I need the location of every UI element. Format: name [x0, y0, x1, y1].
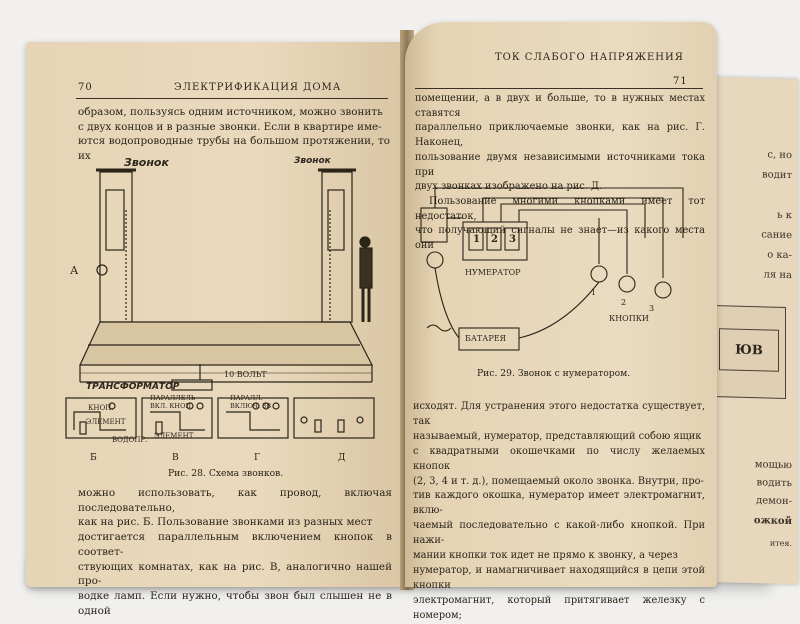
text-line: параллельно приключаемые звонки, как на рис. Г. Наконец,	[415, 122, 705, 149]
running-head: ТОК СЛАБОГО НАПРЯЖЕНИЯ	[495, 52, 684, 63]
back-text-fragment: демон-	[756, 495, 792, 508]
figure-caption: Рис. 29. Звонок с нумератором.	[477, 368, 631, 379]
figure-label-numerator: НУМЕРАТОР	[465, 268, 521, 277]
figure-label-parallel: ПАРАЛЛЕЛЬ ВКЛ. КНОП.	[150, 394, 196, 410]
figure-label-transformer: ТРАНСФОРМАТОР	[86, 382, 180, 392]
text-line: водке ламп. Если нужно, чтобы звон был слышен не в одной	[78, 589, 392, 617]
bell-icon	[97, 265, 107, 275]
figure-29-illustration	[413, 178, 703, 358]
text-line: можно использовать, как провод, включая последовательно,	[78, 487, 392, 514]
man-figure	[360, 237, 372, 322]
text-line: (2, 3, 4 и т. д.), помещаемый около звонка. Внутри, про-	[413, 475, 704, 487]
running-head: ЭЛЕКТРИФИКАЦИЯ ДОМА	[174, 82, 342, 93]
figure-label-volt: 10 ВОЛЬТ	[224, 370, 267, 379]
back-text-fragment: мощью	[754, 459, 792, 472]
back-text-fragment: ля на	[763, 269, 792, 282]
back-text-fragment: водить	[756, 477, 792, 490]
advertisement-box	[712, 305, 786, 399]
text-line: нумератор, и намагничивает находящийся в цепи этой кнопки	[413, 564, 705, 591]
text-line: что получающий сигналы не знает—из какого места они	[415, 225, 705, 252]
figure-label-zvonok-left: Звонок	[124, 156, 169, 169]
figure-label-knop: КНОП.	[88, 404, 114, 412]
figure-label-parall-vkl: ПАРАЛЛ. ВКЛЮЧ. ЗВ	[230, 394, 271, 410]
figure-sub-label-g: Г	[254, 452, 261, 463]
button-2	[619, 276, 635, 292]
text-line: двух звонках изображено на рис. Д.	[415, 181, 603, 193]
left-page	[26, 42, 410, 617]
text-line: Пользование многими кнопками имеет тот недостаток,	[415, 195, 705, 222]
text-line: помещении, а в двух и больше, то в нужных местах ставятся	[415, 93, 705, 119]
button-3	[655, 282, 671, 298]
back-text-fragment: итея.	[769, 538, 792, 549]
back-text-fragment: водит	[761, 169, 792, 182]
figure-label-knopki: КНОПКИ	[609, 314, 649, 323]
text-line: образом, пользуясь одним источником, можно звонить	[78, 106, 383, 118]
figure-label-battery: БАТАРЕЯ	[465, 334, 507, 343]
back-text-fragment: с, но	[767, 149, 792, 162]
figure-sub-label-b: Б	[90, 452, 97, 463]
figure-caption: Рис. 28. Схема звонков.	[168, 468, 284, 479]
back-text-fragment: сание	[761, 229, 792, 242]
figure-label-vodoprov: ВОДОПР.	[112, 436, 148, 444]
header-rule	[76, 98, 388, 99]
floor	[80, 322, 372, 365]
button-number-2: 2	[621, 298, 627, 307]
button-1	[591, 266, 607, 282]
bottom-paragraph	[413, 400, 705, 624]
text-line: ются водопроводные трубы на большом протяжении, то их	[78, 135, 390, 163]
header-rule	[415, 88, 703, 89]
text-line: чаемый последовательно с какой-либо кнопкой. При нажи-	[413, 520, 705, 547]
numerator-window-3: 3	[509, 234, 516, 245]
right-page	[405, 22, 717, 621]
figure-label-zvonok-right: Звонок	[294, 156, 331, 166]
text-line: с двух концов и в разные звонки. Если в квартире име-	[78, 120, 382, 133]
text-line: называемый, нумератор, представляющий собою ящик	[413, 430, 702, 442]
figure-label-element-mid: ЭЛЕМЕНТ	[154, 432, 194, 440]
figure-sub-label-v: В	[172, 452, 179, 463]
text-line: мании кнопки ток идет не прямо к звонку, а через	[413, 550, 678, 562]
text-line: пользование двумя независимыми источниками тока при	[415, 151, 705, 178]
figure-label-element: ЭЛЕМЕНТ	[86, 418, 126, 426]
text-line: с квадратными окошечками по числу желаемых кнопок	[413, 445, 705, 472]
bottom-paragraph	[78, 486, 392, 618]
text-line: ствующих комнатах, как на рис. В, аналогично нашей про-	[78, 560, 392, 588]
text-line: как на рис. Б. Пользование звонками из разных мест	[78, 516, 373, 529]
numerator-window-2: 2	[491, 234, 498, 245]
advertisement-title: ЮВ	[719, 328, 779, 372]
numerator-window-1: 1	[473, 234, 480, 245]
page-number: 71	[673, 76, 688, 87]
text-line: исходят. Для устранения этого недостатка существует, так	[413, 401, 705, 427]
door-left	[100, 172, 132, 322]
back-text-fragment: ожкой	[753, 515, 792, 528]
button-number-1: 1	[591, 288, 597, 297]
text-line: электромагнит, который притягивает железку с номером;	[413, 594, 705, 621]
text-line: тив каждого окошка, нумератор имеет электромагнит, вклю-	[413, 490, 705, 517]
button-number-3: 3	[649, 304, 655, 313]
text-line: достигается параллельным включением кнопок в соответ-	[78, 531, 392, 558]
figure-label-a: А	[70, 264, 79, 277]
bell-box	[421, 208, 447, 242]
back-text-fragment: ь к	[777, 209, 792, 222]
page-number: 70	[78, 82, 93, 93]
figure-sub-label-d: Д	[338, 452, 346, 463]
back-text-fragment: о ка-	[767, 249, 792, 262]
bell-icon	[427, 252, 443, 268]
door-right	[322, 172, 352, 322]
figure-28-illustration	[60, 150, 390, 440]
